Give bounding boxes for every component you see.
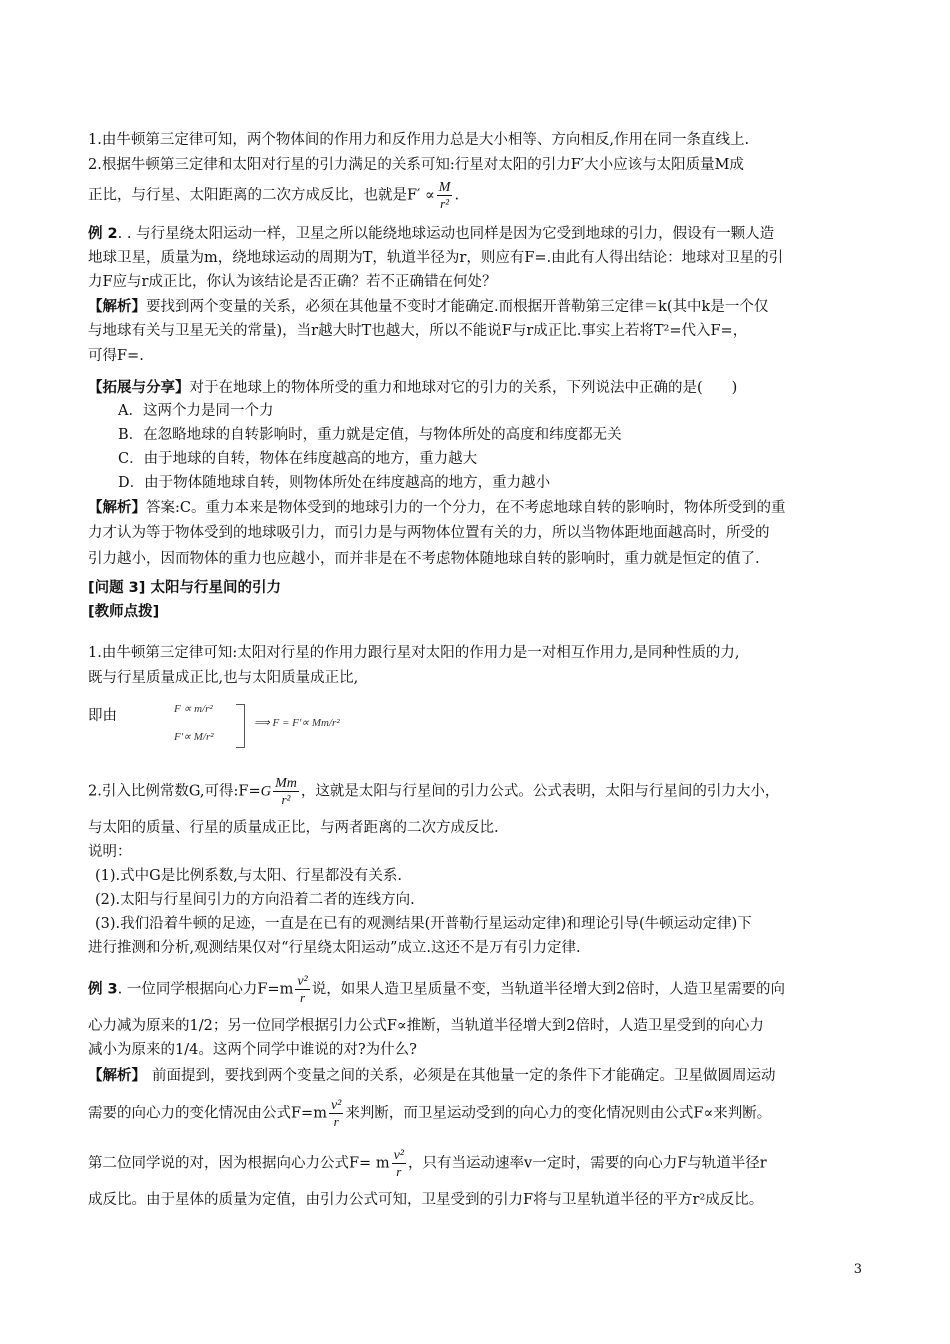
note-3-line2: 进行推测和分析,观测结果仅对“行星绕太阳运动”成立.这还不是万有引力定律. [88, 940, 581, 956]
example-3-line3: 减小为原来的1/4。这两个同学中谁说的对?为什么? [88, 1042, 417, 1058]
equation-line-1: F ∝ m/r² [174, 703, 213, 715]
note-label: 说明： [88, 844, 132, 860]
analysis-4: 【解析】 前面提到，要找到两个变量之间的关系，必须是在其他量一定的条件下才能确定。卫星做圆周运动 [88, 1068, 776, 1084]
fraction-M-over-r2: $\frac{M}{\text{r²}}$ [438, 180, 451, 211]
point-2-line2: 与太阳的质量、行星的质量成正比，与两者距离的二次方成反比. [88, 820, 499, 836]
derivation-equation [170, 698, 430, 756]
option-a: A．这两个力是同一个力 [118, 403, 274, 419]
teacher-tip: [教师点拨] [88, 604, 160, 620]
jiyou-label: 即由 [88, 708, 117, 724]
analysis-3-line2: 力才认为等于物体受到的地球吸引力，而引力是与两物体位置有关的力，所以当物体距地面越高时，所受的 [88, 525, 770, 541]
analysis-2: 【解析】要找到两个变量的关系，必须在其他量不变时才能确定.而根据开普勒第三定律＝k(其中k是一个仅 [88, 299, 769, 315]
point-1-line2: 既与行星质量成正比,也与太阳质量成正比, [88, 670, 359, 686]
point-2: 2.引入比例常数G,可得:F=G $\frac{Mm}{\text{r²}}$ ，这就是太阳与行星间的引力公式。公式表明，太阳与行星间的引力大小， [88, 776, 780, 807]
equation-line-2: F′∝ M/r² [174, 731, 214, 743]
note-3: (3).我们沿着牛顿的足迹，一直是在已有的观测结果(开普勒行星运动定律)和理论引导(牛顿运动定律)下 [95, 916, 752, 932]
point-1: 1.由牛顿第三定律可知:太阳对行星的作用力跟行星对太阳的作用力是一对相互作用力,是同种性质的力, [88, 645, 740, 661]
para-2-cont: 正比，与行星、太阳距离的二次方成反比，也就是F′ ∝ $\frac{M}{\text{r²}}$ . [88, 180, 460, 211]
analysis-3: 【解析】答案:C。重力本来是物体受到的地球引力的一个分力，在不考虑地球自转的影响时，物体所受到的重 [88, 500, 786, 516]
section-title: [问题 3] 太阳与行星间的引力 [88, 580, 281, 596]
example-3-line2: 心力减为原来的1/2；另一位同学根据引力公式F∝推断，当轨道半径增大到2倍时，人造卫星受到的向心力 [88, 1018, 764, 1034]
analysis-2-line2: 与地球有关与卫星无关的常量)，当r越大时T也越大，所以不能说F与r成正比.事实上若将T²=代入F=， [88, 323, 748, 339]
analysis-4-line4: 成反比。由于星体的质量为定值，由引力公式可知，卫星受到的引力F将与卫星轨道半径的平方r²成反比。 [88, 1192, 764, 1208]
option-b: B．在忽略地球的自转影响时，重力就是定值，与物体所处的高度和纬度都无关 [118, 427, 622, 443]
example-2-line3: 力F应与r成正比，你认为该结论是否正确？若不正确错在何处？ [88, 274, 497, 290]
fraction-v2-over-r: $\frac{\text{v²}}{r}$ [297, 974, 308, 1005]
analysis-2-line3: 可得F=. [88, 348, 144, 364]
equation-result: ⟹ F = F′∝ Mm/r² [254, 717, 340, 729]
example-3: 例 3. 一位同学根据向心力F=m $\frac{\text{v²}}{r}$ 说，如果人造卫星质量不变，当轨道半径增大到2倍时，人造卫星需要的向 [88, 974, 785, 1005]
brace [236, 704, 245, 748]
fraction-v2-over-r-2: $\frac{\text{v²}}{r}$ [330, 1098, 342, 1129]
para-2: 2.根据牛顿第三定律和太阳对行星的引力满足的关系可知:行星对太阳的引力F′大小应该与太阳质量M成 [88, 157, 744, 173]
note-1: (1).式中G是比例系数,与太阳、行星都没有关系. [95, 868, 402, 884]
analysis-4-line3: 第二位同学说的对，因为根据向心力公式F= m $\frac{\text{v²}}{r}$ ，只有当运动速率v一定时，需要的向心力F与轨道半径r [88, 1148, 767, 1179]
para-1: 1.由牛顿第三定律可知，两个物体间的作用力和反作用力总是大小相等、方向相反,作用在同一条直线上. [88, 132, 750, 148]
note-2: (2).太阳与行星间引力的方向沿着二者的连线方向. [95, 892, 415, 908]
option-d: D．由于物体随地球自转，则物体所处在纬度越高的地方，重力越小 [118, 475, 551, 491]
fraction-Mm-over-r2: $\frac{Mm}{\text{r²}}$ [275, 776, 297, 807]
analysis-3-line3: 引力越小，因而物体的重力也应越小，而并非是在不考虑物体随地球自转的影响时，重力就是恒定的值了. [88, 551, 760, 567]
fraction-v2-over-r-3: $\frac{\text{v²}}{r}$ [393, 1148, 404, 1179]
example-2-line2: 地球卫星，质量为m，绕地球运动的周期为T，轨道半径为r，则应有F=.由此有人得出结论：地球对卫星的引 [88, 250, 784, 266]
share-question: 【拓展与分享】对于在地球上的物体所受的重力和地球对它的引力的关系，下列说法中正确的是( ) [88, 380, 738, 396]
analysis-4-line2: 需要的向心力的变化情况由公式F=m $\frac{\text{v²}}{r}$ 来判断，而卫星运动受到的向心力的变化情况则由公式F∝来判断。 [88, 1098, 772, 1129]
example-2: 例 2. . 与行星绕太阳运动一样，卫星之所以能绕地球运动也同样是因为它受到地球的引力，假设有一颗人造 [88, 226, 775, 242]
option-c: C．由于地球的自转，物体在纬度越高的地方，重力越大 [118, 451, 478, 467]
page-number: 3 [853, 1262, 862, 1277]
